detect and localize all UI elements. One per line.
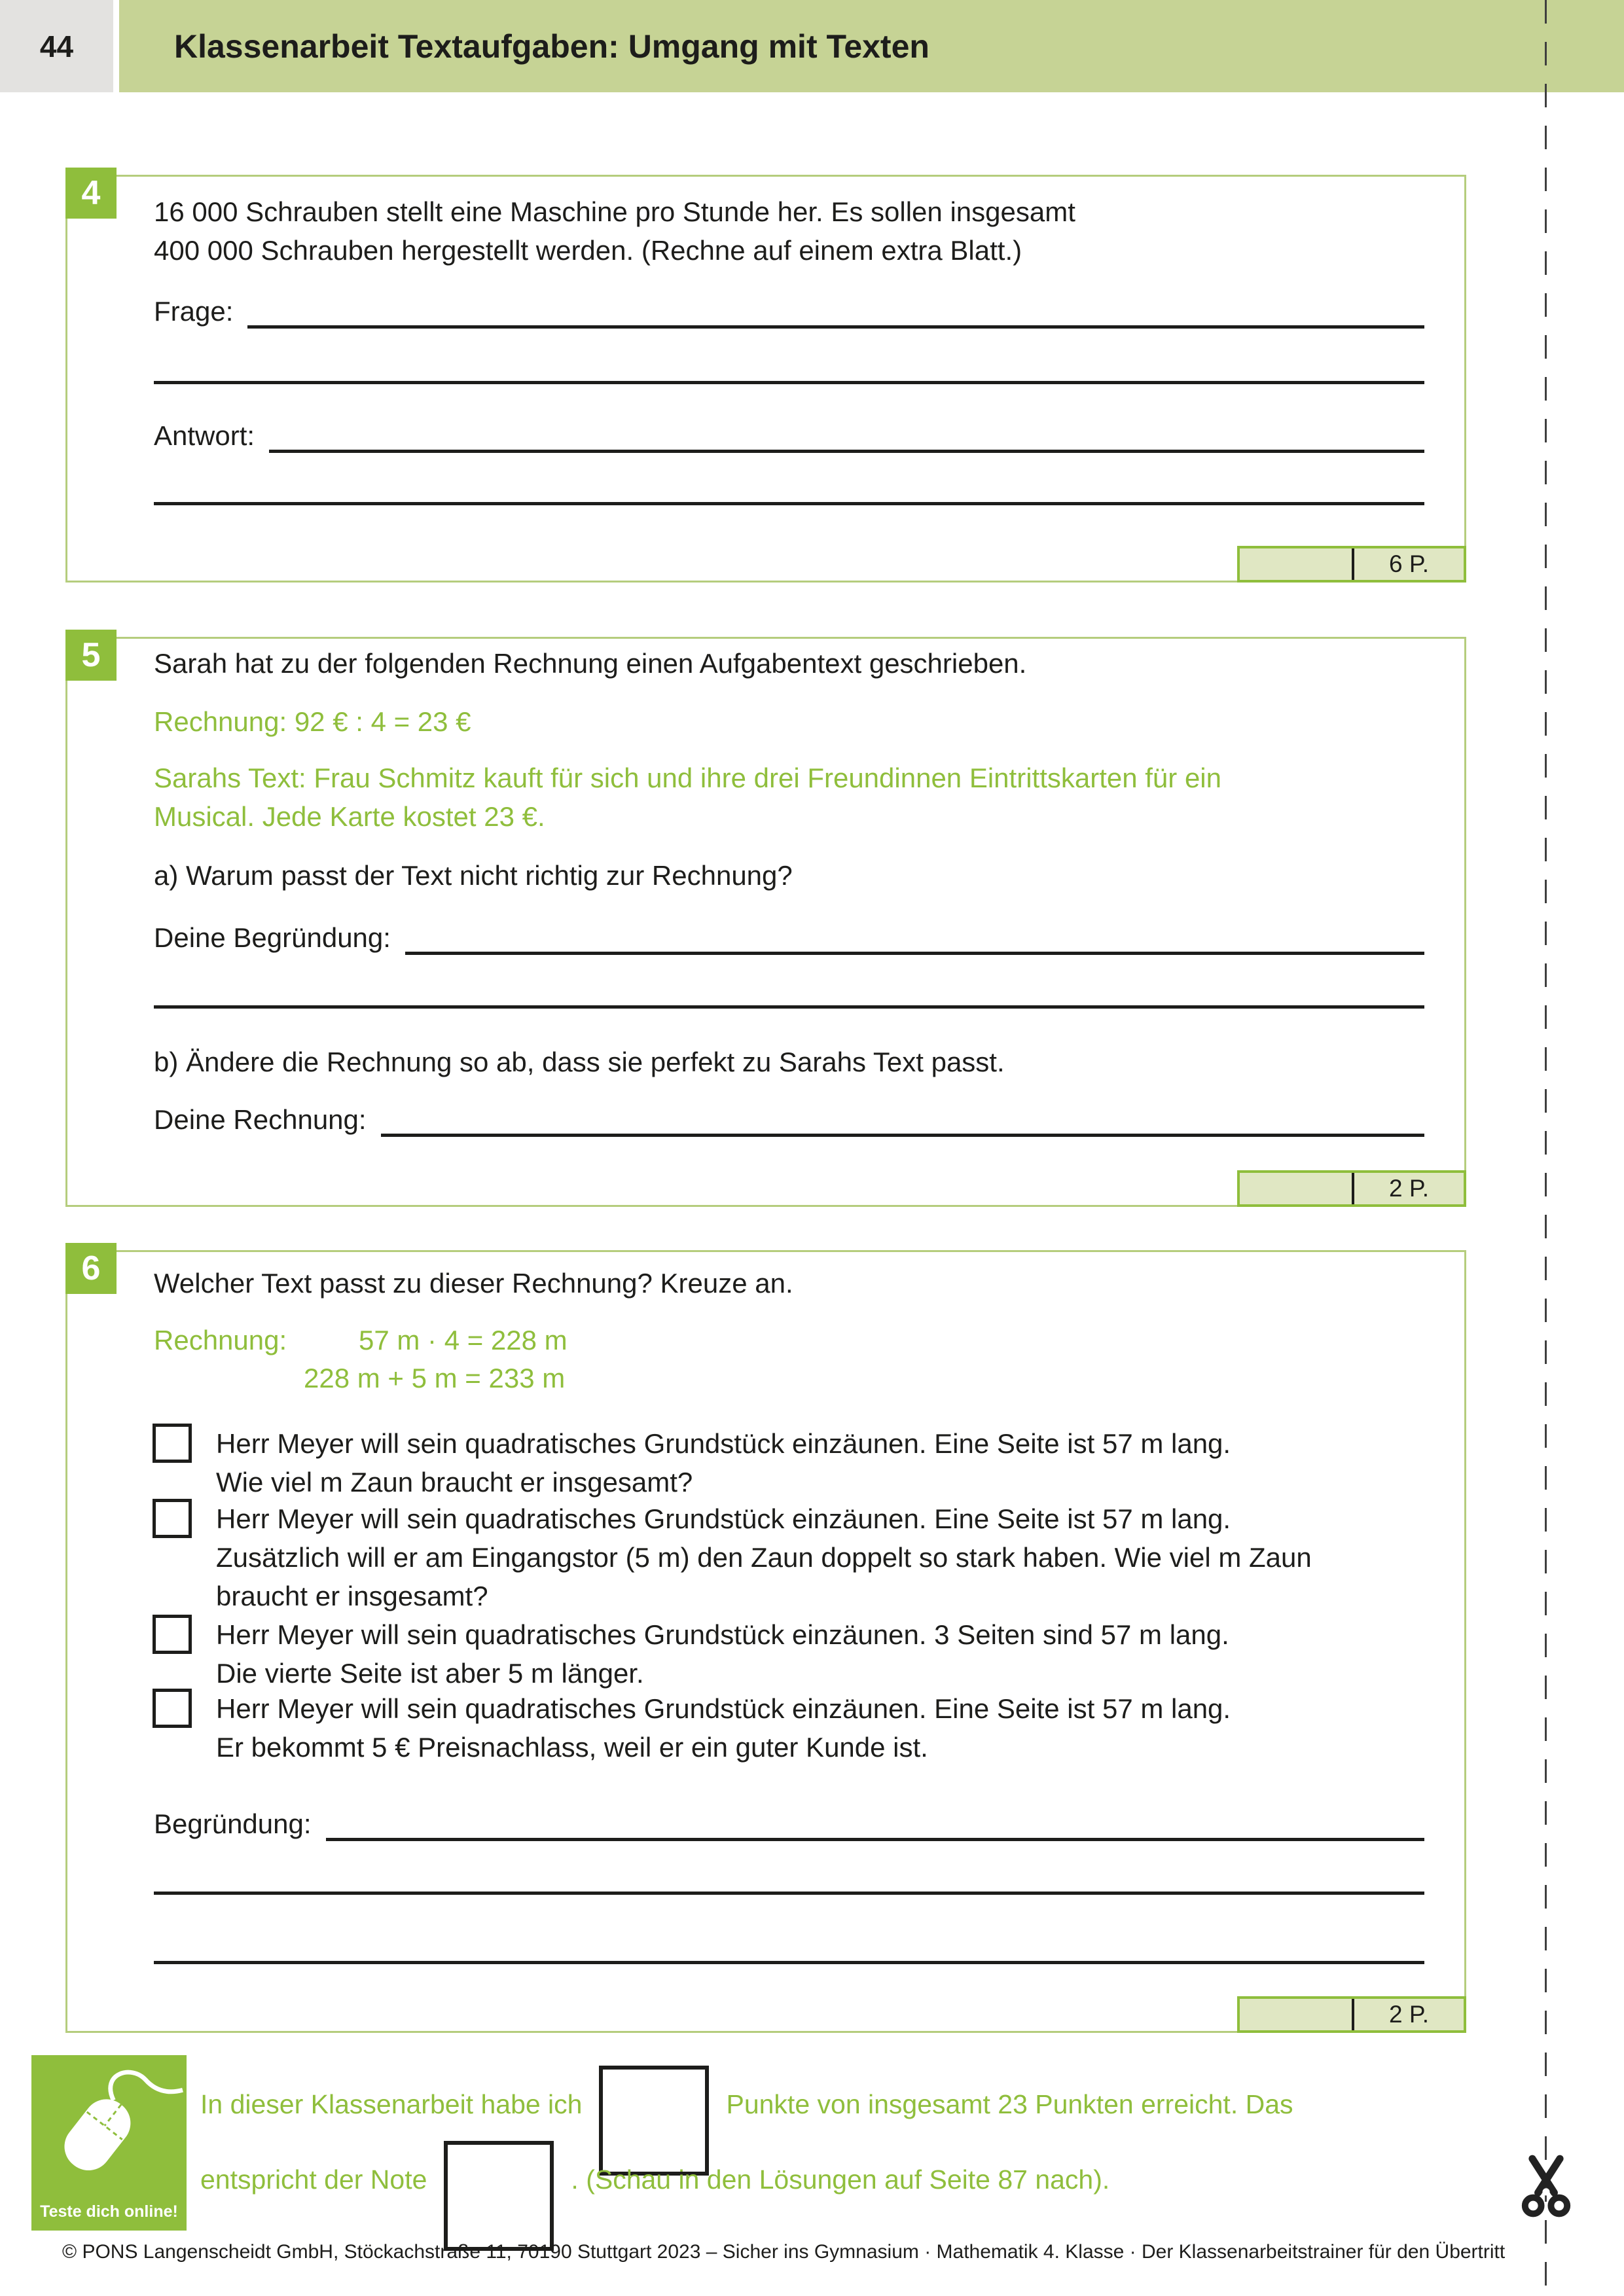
task-number-badge: 5 (65, 630, 117, 681)
frage-label: Frage: (154, 296, 234, 327)
option-3-line2: Die vierte Seite ist aber 5 m länger. (216, 1658, 644, 1689)
points-box[interactable] (1237, 546, 1466, 583)
points-max-label: 2 P. (1388, 1175, 1430, 1202)
checkbox-option-2[interactable] (153, 1499, 192, 1538)
task-number-badge: 4 (65, 168, 117, 219)
option-3-line1: Herr Meyer will sein quadratisches Grundstück einzäunen. 3 Seiten sind 57 m lang. (216, 1619, 1229, 1650)
answer-line[interactable] (154, 502, 1424, 505)
option-4-line2: Er bekommt 5 € Preisnachlass, weil er ein guter Kunde ist. (216, 1732, 928, 1763)
points-score-cell[interactable] (1240, 1999, 1354, 2030)
checkbox-option-1[interactable] (153, 1424, 192, 1463)
task6-rechnung-label: Rechnung: (154, 1325, 287, 1355)
begruendung-label: Deine Begründung: (154, 922, 391, 953)
task5-question-b: b) Ändere die Rechnung so ab, dass sie perfekt zu Sarahs Text passt. (154, 1047, 1005, 1077)
summary-text-2b: . (Schau in den Lösungen auf Seite 87 nach). (571, 2164, 1110, 2195)
points-max-label: 2 P. (1388, 2001, 1430, 2028)
option-2-line2: Zusätzlich will er am Eingangstor (5 m) den Zaun doppelt so stark haben. Wie viel m Zaun (216, 1542, 1312, 1573)
task5-question-a: a) Warum passt der Text nicht richtig zur Rechnung? (154, 860, 793, 891)
task5-rechnung: Rechnung: 92 € : 4 = 23 € (154, 706, 471, 737)
checkbox-option-4[interactable] (153, 1689, 192, 1728)
task6-rechnung-line2: 228 m + 5 m = 233 m (304, 1363, 566, 1393)
task5-intro: Sarah hat zu der folgenden Rechnung einen Aufgabentext geschrieben. (154, 648, 1027, 679)
grade-input-box[interactable] (444, 2141, 554, 2251)
points-score-cell[interactable] (1240, 548, 1354, 580)
task5-sarah-line1: Sarahs Text: Frau Schmitz kauft für sich und ihre drei Freundinnen Eintrittskarten für ein (154, 762, 1221, 793)
mouse-icon (37, 2062, 184, 2193)
option-2-line3: braucht er insgesamt? (216, 1581, 488, 1611)
footer-text: © PONS Langenscheidt GmbH, Stöckachstraße 11, 70190 Stuttgart 2023 – Sicher ins Gymnasium · Mathematik 4. Klasse · Der Klassenarbeitstrainer für den Übertritt (62, 2241, 1506, 2263)
task-box-6 (65, 1250, 1466, 2033)
online-label: Teste dich online! (40, 2202, 178, 2221)
task6-intro: Welcher Text passt zu dieser Rechnung? Kreuze an. (154, 1268, 793, 1299)
answer-line[interactable] (247, 325, 1424, 329)
points-box[interactable] (1237, 1170, 1466, 1207)
header-bar (119, 0, 1624, 92)
summary-row-2 (200, 2124, 1110, 2235)
online-box (31, 2055, 187, 2231)
antwort-label: Antwort: (154, 420, 255, 451)
task4-text-line1: 16 000 Schrauben stellt eine Maschine pro Stunde her. Es sollen insgesamt (154, 196, 1075, 227)
rechnung-label: Deine Rechnung: (154, 1104, 367, 1135)
answer-line[interactable] (269, 450, 1424, 453)
answer-line[interactable] (326, 1838, 1424, 1841)
answer-line[interactable] (154, 1961, 1424, 1964)
begruendung-label: Begründung: (154, 1808, 312, 1839)
option-1-line1: Herr Meyer will sein quadratisches Grundstück einzäunen. Eine Seite ist 57 m lang. (216, 1428, 1231, 1459)
page-title: Klassenarbeit Textaufgaben: Umgang mit Texten (174, 27, 929, 65)
answer-line[interactable] (154, 1892, 1424, 1895)
task-box-4 (65, 175, 1466, 583)
answer-line[interactable] (381, 1134, 1424, 1137)
summary-text-1b: Punkte von insgesamt 23 Punkten erreicht. Das (726, 2089, 1293, 2119)
task4-text-line2: 400 000 Schrauben hergestellt werden. (Rechne auf einem extra Blatt.) (154, 235, 1022, 266)
option-4-line1: Herr Meyer will sein quadratisches Grundstück einzäunen. Eine Seite ist 57 m lang. (216, 1693, 1231, 1724)
summary-text-1a: In dieser Klassenarbeit habe ich (200, 2089, 583, 2119)
answer-line[interactable] (154, 381, 1424, 384)
page-number: 44 (0, 0, 113, 92)
answer-line[interactable] (154, 1005, 1424, 1009)
points-score-cell[interactable] (1240, 1173, 1354, 1204)
task-box-5 (65, 637, 1466, 1207)
scissors-icon (1520, 2155, 1572, 2223)
checkbox-option-3[interactable] (153, 1615, 192, 1654)
option-2-line1: Herr Meyer will sein quadratisches Grundstück einzäunen. Eine Seite ist 57 m lang. (216, 1503, 1231, 1534)
answer-line[interactable] (405, 952, 1424, 955)
points-max-label: 6 P. (1388, 550, 1430, 577)
task-number-badge: 6 (65, 1243, 117, 1294)
points-box[interactable] (1237, 1996, 1466, 2033)
cut-line (1545, 0, 1547, 2296)
task6-rechnung-line1: 57 m · 4 = 228 m (359, 1325, 568, 1355)
summary-text-2a: entspricht der Note (200, 2164, 427, 2195)
option-1-line2: Wie viel m Zaun braucht er insgesamt? (216, 1467, 693, 1498)
task5-sarah-line2: Musical. Jede Karte kostet 23 €. (154, 801, 545, 832)
